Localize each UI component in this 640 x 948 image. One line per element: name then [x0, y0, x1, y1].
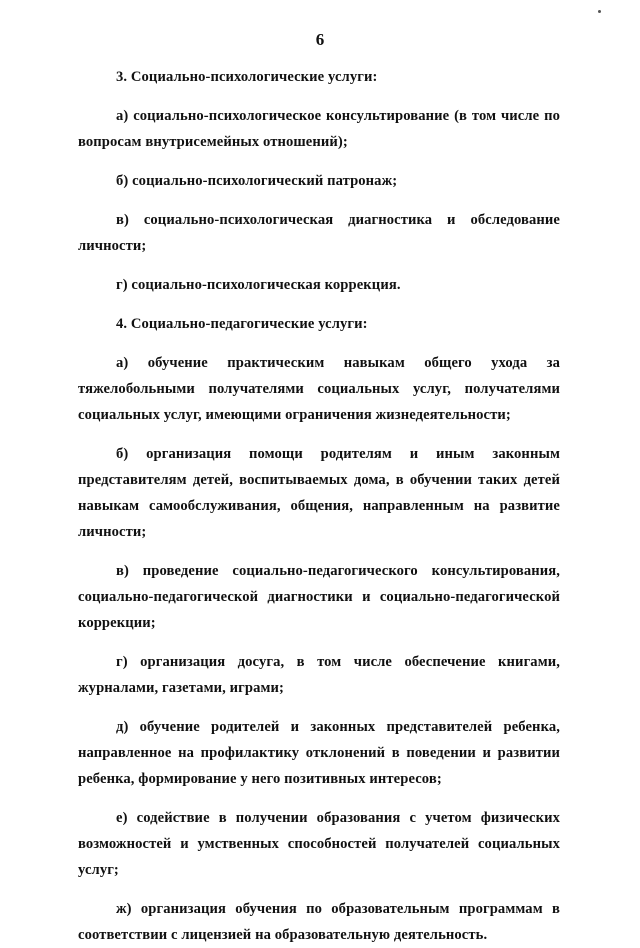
paragraph-item: в) проведение социально-педагогического консультирования, социально-педагогической диагностики и социально-педагогической коррекции;: [78, 563, 560, 631]
scan-mark: [598, 10, 601, 13]
paragraph-item: а) социально-психологическое консультирование (в том числе по вопросам внутрисемейных отношений);: [78, 108, 560, 150]
page-number: 6: [315, 30, 325, 49]
paragraph-item: б) организация помощи родителям и иным законным представителям детей, воспитываемых дома, в обучении таких детей навыкам самообслуживания, общения, направленным на развитие личности;: [78, 446, 560, 540]
paragraph-social-psychological-services-heading: 3. Социально-психологические услуги:: [116, 69, 378, 85]
paragraph-item: г) организация досуга, в том числе обеспечение книгами, журналами, газетами, играми;: [78, 654, 560, 696]
paragraph-item: г) социально-психологическая коррекция.: [116, 277, 401, 293]
paragraph-item: е) содействие в получении образования с учетом физических возможностей и умственных способностей получателей социальных услуг;: [78, 810, 560, 878]
paragraph-item: д) обучение родителей и законных представителей ребенка, направленное на профилактику отклонений в поведении и развитии ребенка, формирование у него позитивных интересов;: [78, 719, 560, 787]
paragraph-item: ж) организация обучения по образовательным программам в соответствии с лицензией на образовательную деятельность.: [78, 901, 560, 943]
paragraph-item: б) социально-психологический патронаж;: [116, 173, 398, 189]
document-body: [78, 64, 560, 948]
paragraph-item: а) обучение практическим навыкам общего ухода за тяжелобольными получателями социальных услуг, получателями социальных услуг, имеющими ограничения жизнедеятельности;: [78, 355, 560, 423]
paragraph-social-pedagogical-services-heading: 4. Социально-педагогические услуги:: [116, 316, 368, 332]
paragraph-item: в) социально-психологическая диагностика и обследование личности;: [78, 212, 560, 254]
